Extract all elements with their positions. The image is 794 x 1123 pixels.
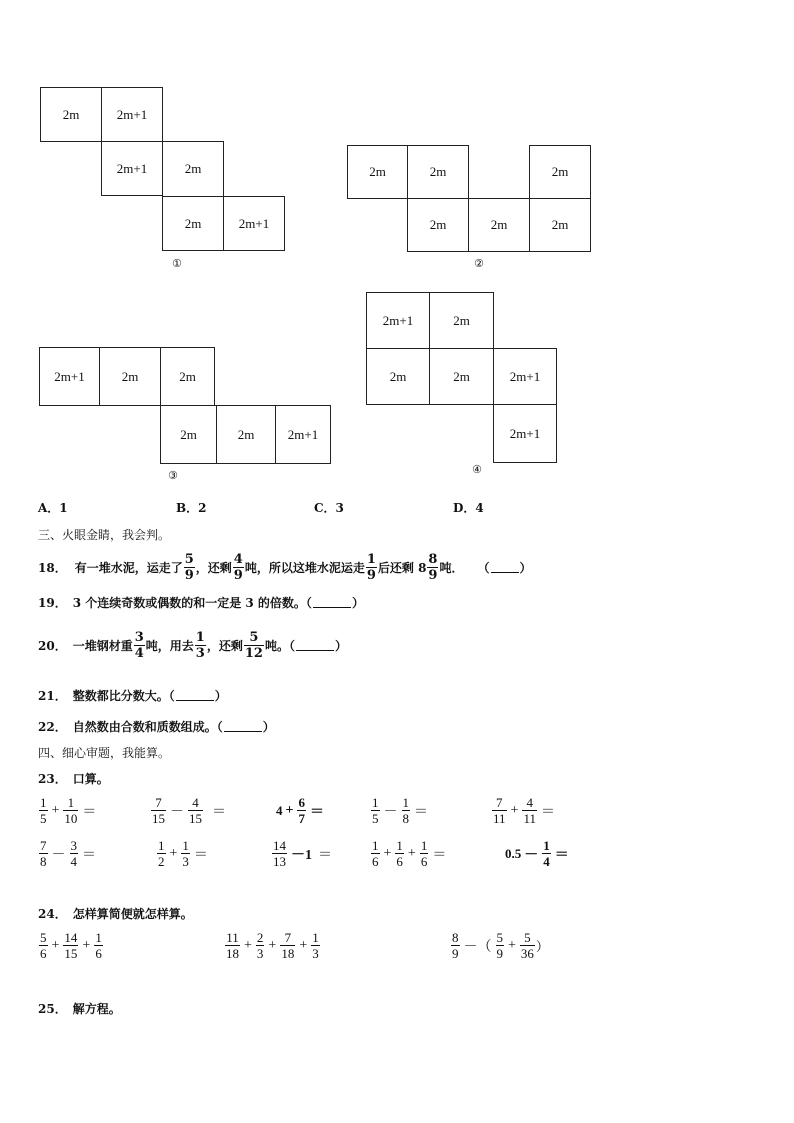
net-cell: 2m+1 [39,347,100,406]
q24-title: 怎样算简便就怎样算。 [72,907,193,921]
numerator: 1 [543,838,550,853]
net-cell: 2m [407,198,469,252]
fraction [63,930,78,961]
fraction [542,838,551,869]
denominator: 18 [281,946,295,961]
q19-text: 3 个连续奇数或偶数的和一定是 3 的倍数。（ [72,596,312,610]
denominator: 6 [95,946,102,961]
calc-item [150,795,229,826]
question-21 [38,687,227,704]
equals: ＝ [193,847,208,863]
numerator: 5 [496,930,503,945]
denominator: 6 [396,854,403,869]
fraction [70,838,79,869]
option-a[interactable]: A．1 [38,501,68,515]
answer-blank[interactable] [491,562,519,573]
q20-text-2: 吨，用去 [145,639,194,653]
decimal-number: 0.5 [505,845,522,861]
operator: + [169,845,178,861]
net-cell: 2m [429,348,494,405]
question-number: 22． [38,720,67,734]
denominator: 4 [134,646,144,661]
operator: + [407,845,416,861]
numerator: 5 [524,930,531,945]
net-cell: 2m+1 [366,292,430,349]
section-3-heading: 三、火眼金睛，我会判。 [38,528,171,542]
denominator: 2 [158,854,165,869]
numerator: 1 [40,795,47,810]
simplify-expression-2 [224,930,321,961]
numerator: 1 [366,552,376,567]
numerator: 6 [298,795,305,810]
net-cell: 2m [529,198,591,252]
denominator: 15 [189,811,202,826]
denominator: 6 [420,854,428,869]
net-cell: 2m+1 [101,141,163,196]
question-number: 23． [38,772,67,786]
net-cell: 2m [347,145,408,199]
denominator: 3 [195,646,205,661]
fraction [522,795,537,826]
net-label-1: ① [172,257,182,270]
net-cell: 2m+1 [493,348,557,405]
net-cell: 2m [160,347,215,406]
q23-title: 口算。 [72,772,109,786]
question-number: 24． [38,907,67,921]
net-cell: 2m [429,292,494,349]
answer-blank[interactable] [224,721,262,732]
section-4-heading: 四、细心审题，我能算。 [38,746,171,760]
denominator: 10 [64,811,78,826]
numerator: 7 [496,795,503,810]
denominator: 9 [184,568,194,583]
fraction [94,930,103,961]
option-b[interactable]: B．2 [176,501,207,515]
fraction [181,838,190,869]
denominator: 11 [493,811,506,826]
answer-blank[interactable] [176,690,214,701]
paren-close: ） [262,720,275,734]
numerator: 5 [184,552,194,567]
numerator: 5 [40,930,47,945]
equals: ＝ [540,804,555,820]
operator: + [268,937,277,953]
operator: －（ [463,939,492,955]
numerator: 1 [182,838,189,853]
denominator: 7 [298,811,305,826]
fraction [366,552,377,583]
numerator: 14 [64,930,78,945]
fraction [297,795,306,826]
fraction [371,838,380,869]
fraction [151,795,166,826]
net-cell: 2m [162,141,224,197]
fraction [195,630,206,661]
denominator: 13 [273,854,286,869]
operator: + [82,937,91,953]
operator: － [383,804,398,820]
net-cell: 2m+1 [223,196,285,251]
fraction [256,930,265,961]
denominator: 9 [366,568,376,583]
denominator: 4 [70,854,77,869]
paren-close: ） [214,689,227,703]
fraction [420,838,429,869]
option-d[interactable]: D．4 [453,501,484,515]
numerator: 1 [195,630,205,645]
operator: － [524,847,539,863]
calc-item [505,838,572,869]
equals: ＝ [432,847,447,863]
operator: + [299,937,308,953]
fraction [496,930,505,961]
fraction [244,630,264,661]
net-cell: 2m [366,348,430,405]
net-cell: 2m+1 [101,87,163,142]
denominator: 12 [244,646,263,661]
numerator: 1 [420,838,428,853]
option-c[interactable]: C．3 [314,501,344,515]
denominator: 9 [428,568,438,583]
question-number: 25． [38,1002,67,1016]
operator: － [170,804,184,820]
fraction [184,552,195,583]
denominator: 18 [226,946,239,961]
denominator: 8 [40,854,47,869]
fraction [280,930,295,961]
calc-item [491,795,558,826]
numerator: 1 [396,838,403,853]
simplify-expression-3 [450,930,549,961]
question-number: 19． [38,596,67,610]
answer-blank[interactable] [296,640,334,651]
numerator: 1 [312,930,319,945]
net-cell: 2m [529,145,591,199]
denominator: 3 [182,854,189,869]
q20-text-1: 一堆钢材重 [72,639,133,653]
denominator: 11 [523,811,536,826]
calc-item [370,795,431,826]
equals: ＝ [82,804,97,820]
net-label-2: ② [474,257,484,270]
paren-open: （ [477,561,490,575]
denominator: 8 [402,811,409,826]
fraction [492,795,507,826]
denominator: 6 [372,854,379,869]
fraction [134,630,145,661]
net-cell: 2m [160,405,217,464]
q20-text-3: ，还剩 [206,639,243,653]
net-label-3: ③ [168,469,178,482]
operator: + [51,937,60,953]
denominator: 15 [64,946,78,961]
fraction [233,552,244,583]
denominator: 36 [520,946,534,961]
numerator: 7 [284,930,292,945]
question-number: 21． [38,689,67,703]
numerator: 1 [95,930,102,945]
q18-text-4: 后还剩 8 [377,561,427,575]
numerator: 7 [155,795,162,810]
numerator: 4 [233,552,243,567]
net-label-4: ④ [472,463,482,476]
operator: － [51,847,66,863]
numerator: 11 [226,930,239,945]
equals: ＝ [554,847,569,863]
fraction [311,930,320,961]
net-cell: 2m [162,196,224,251]
fraction [451,930,460,961]
question-19 [38,594,364,611]
numerator: 14 [273,838,286,853]
paren-close: ） [535,939,549,954]
question-number: 18． [38,561,67,575]
operator: + [244,937,252,953]
numerator: 1 [158,838,165,853]
denominator: 9 [233,568,243,583]
question-18 [38,552,532,583]
numerator: 4 [526,795,533,810]
operator: + [285,802,294,818]
numerator: 5 [249,630,259,645]
numerator: 8 [452,930,459,945]
whole-number: 4 [276,802,283,818]
net-cell: 2m [99,347,161,406]
denominator: 4 [543,854,550,869]
answer-blank[interactable] [313,597,351,608]
calc-item [271,838,335,869]
question-24 [38,905,193,922]
calc-item [156,838,211,869]
fraction [157,838,166,869]
fraction [39,930,48,961]
q25-title: 解方程。 [72,1002,121,1016]
denominator: 6 [40,946,47,961]
fraction [402,795,411,826]
numerator: 2 [256,930,264,945]
operator: －1 [291,847,312,863]
paren-close: ） [334,639,347,653]
net-cell: 2m [40,87,102,142]
q20-text-4: 吨。（ [264,639,295,653]
numerator: 3 [70,838,77,853]
numerator: 3 [134,630,144,645]
operator: + [51,802,60,818]
question-number: 20． [38,639,67,653]
numerator: 1 [67,795,75,810]
fraction [520,930,535,961]
numerator: 1 [372,838,379,853]
q21-text: 整数都比分数大。（ [72,689,175,703]
q18-text-2: ，还剩 [195,561,232,575]
question-22 [38,718,275,735]
numerator: 7 [40,838,47,853]
fraction [272,838,287,869]
paren-close: ） [519,561,532,575]
numerator: 1 [372,795,379,810]
equals: ＝ [309,804,324,820]
net-cell: 2m+1 [493,404,557,463]
operator: + [508,937,516,953]
fraction [63,795,78,826]
net-cell: 2m [216,405,276,464]
fraction [225,930,240,961]
denominator: 9 [452,946,459,961]
fraction [188,795,203,826]
net-cell: 2m [407,145,469,199]
calc-item [38,795,99,826]
denominator: 5 [40,811,47,826]
operator: + [510,802,519,818]
simplify-expression-1 [38,930,104,961]
numerator: 1 [402,795,409,810]
equals: ＝ [212,804,226,820]
q18-text-1: 有一堆水泥，运走了 [74,561,183,575]
denominator: 5 [372,811,379,826]
numerator: 4 [192,795,199,810]
numerator: 8 [428,552,438,567]
q22-text: 自然数由合数和质数组成。（ [72,720,223,734]
denominator: 9 [496,946,503,961]
q18-text-3: 吨，所以这堆水泥运走 [244,561,365,575]
denominator: 3 [256,946,264,961]
denominator: 15 [152,811,165,826]
calc-item [38,838,99,869]
question-25 [38,1000,121,1017]
net-cell: 2m [468,198,530,252]
calc-item [370,838,449,869]
fraction [371,795,380,826]
equals: ＝ [318,847,332,863]
calc-item [276,795,327,826]
fraction [39,838,48,869]
q18-text-5: 吨． [439,561,464,575]
fraction [395,838,404,869]
fraction [39,795,48,826]
net-cell: 2m+1 [275,405,331,464]
equals: ＝ [82,847,96,863]
fraction [427,552,438,583]
denominator: 3 [312,946,319,961]
operator: + [383,845,392,861]
question-20 [38,630,347,661]
paren-close: ） [351,596,364,610]
question-23 [38,770,109,787]
equals: ＝ [414,804,428,820]
